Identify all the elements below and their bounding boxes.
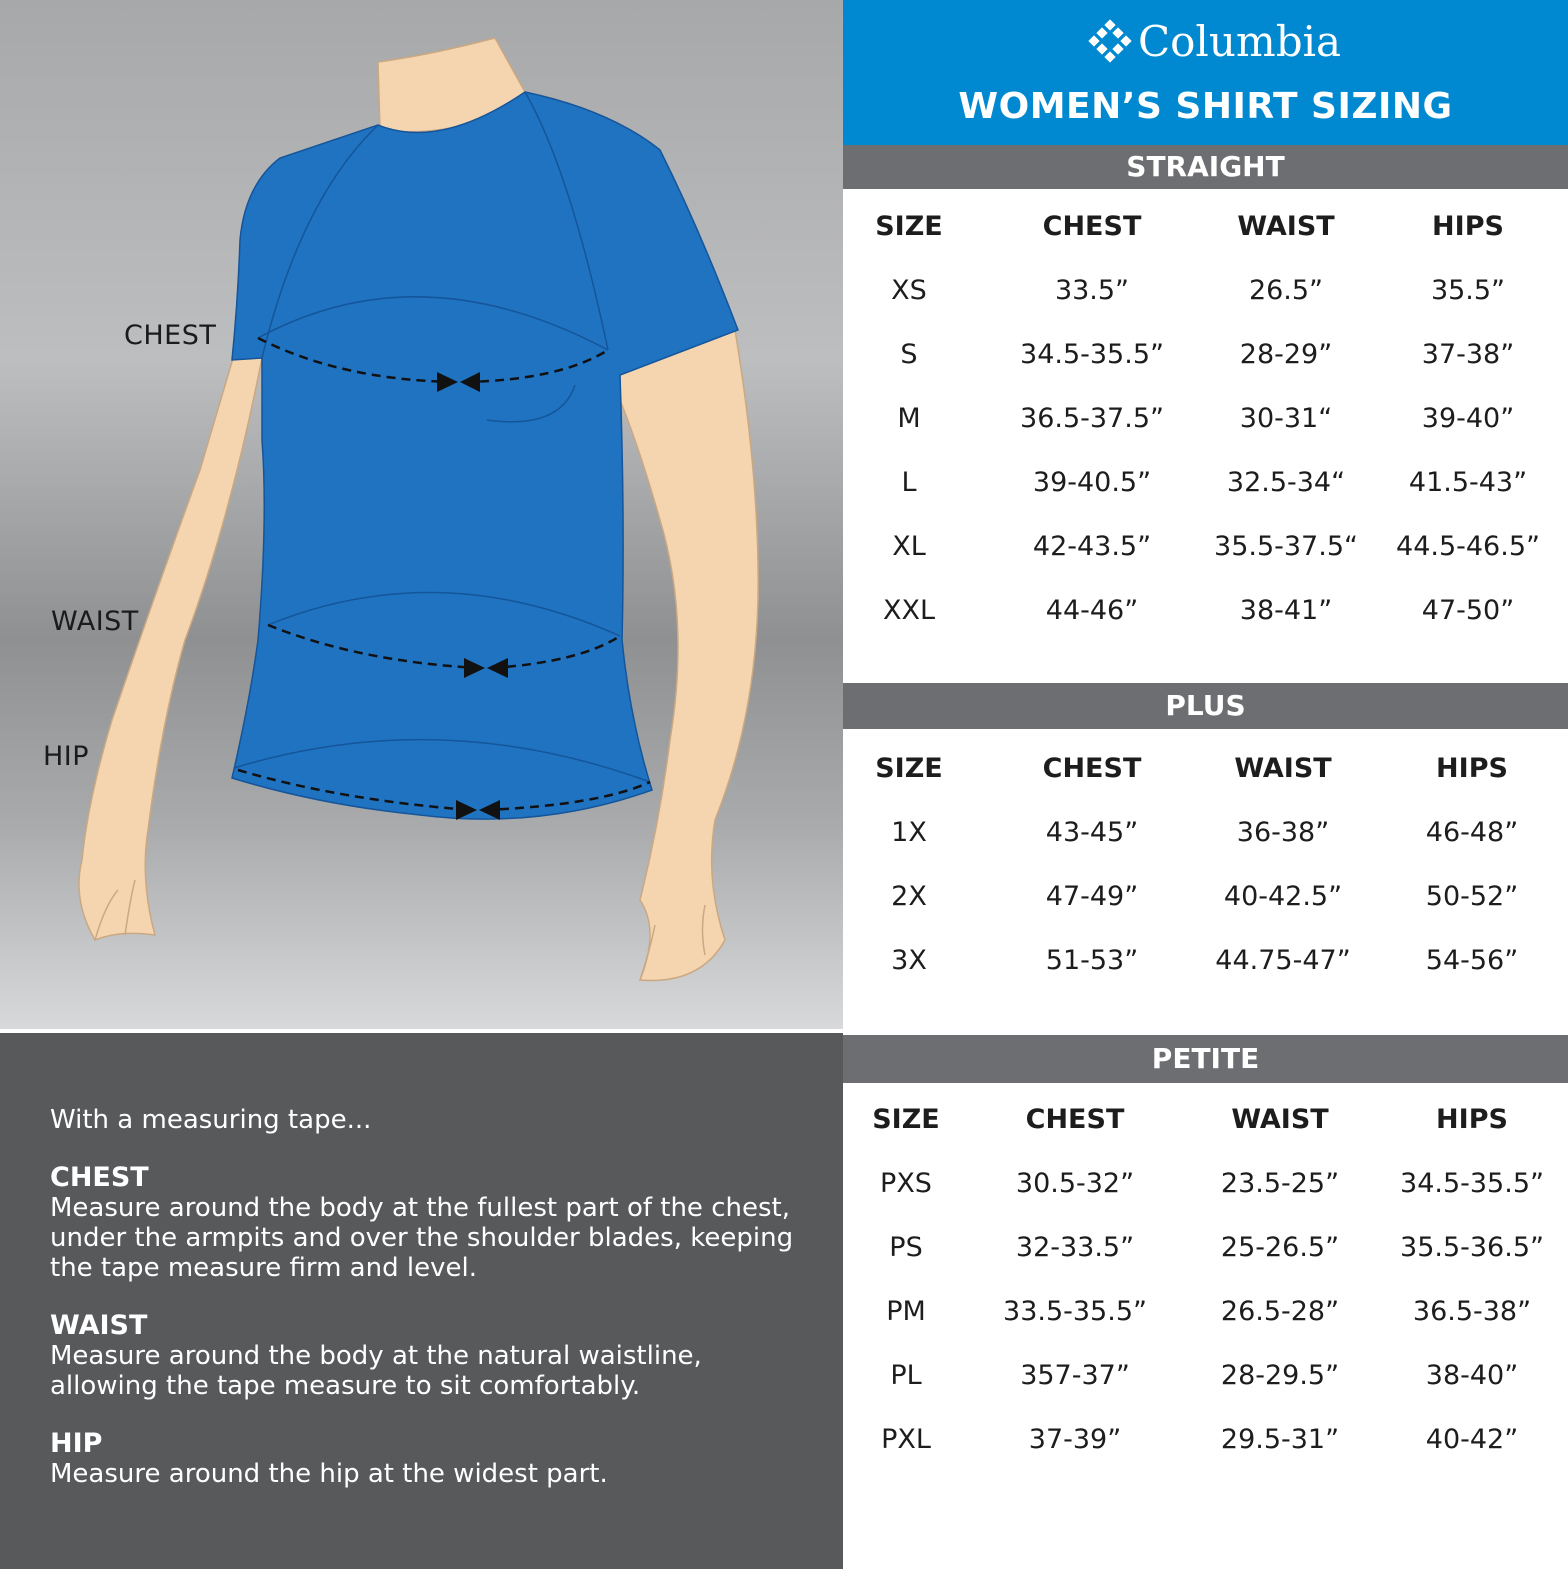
waist-cell: 28-29.5” — [1220, 1360, 1340, 1391]
hip-instructions — [50, 1429, 810, 1489]
table-row — [843, 1228, 1568, 1268]
left-arm-shape — [79, 355, 262, 940]
chest-cell: 36.5-37.5” — [1020, 403, 1164, 434]
hips-cell: 46-48” — [1425, 817, 1519, 848]
chest-cell: 42-43.5” — [1032, 531, 1152, 562]
size-cell: 1X — [891, 817, 927, 848]
table-row — [843, 591, 1568, 631]
table-row — [843, 877, 1568, 917]
hips-cell: 36.5-38” — [1412, 1296, 1532, 1327]
column-header: HIPS — [1432, 211, 1504, 242]
chest-cell: 51-53” — [1045, 945, 1139, 976]
column-header: WAIST — [1234, 753, 1332, 784]
waist-instructions — [50, 1311, 810, 1401]
table-row — [843, 527, 1568, 567]
chest-cell: 39-40.5” — [1032, 467, 1152, 498]
size-cell: 2X — [891, 881, 927, 912]
size-cell: 3X — [891, 945, 927, 976]
hips-cell: 34.5-35.5” — [1400, 1168, 1544, 1199]
chest-cell: 47-49” — [1045, 881, 1139, 912]
column-header: HIPS — [1436, 753, 1508, 784]
table-row — [843, 1292, 1568, 1332]
waist-text: Measure around the body at the natural waistline, allowing the tape measure to sit comfortably. — [50, 1341, 702, 1401]
column-header: WAIST — [1237, 211, 1335, 242]
chest-heading: CHEST — [50, 1162, 149, 1193]
column-header: SIZE — [875, 211, 943, 242]
waist-cell: 29.5-31” — [1220, 1424, 1340, 1455]
hip-text: Measure around the hip at the widest part. — [50, 1459, 608, 1489]
waist-cell: 26.5” — [1248, 275, 1324, 306]
hips-cell: 40-42” — [1425, 1424, 1519, 1455]
size-cell: XS — [891, 275, 927, 306]
waist-cell: 36-38” — [1236, 817, 1330, 848]
size-cell: S — [900, 339, 918, 370]
waist-cell: 32.5-34“ — [1226, 467, 1346, 498]
instructions-panel — [0, 1033, 843, 1569]
plus-section-bar: PLUS — [843, 683, 1568, 729]
table-row — [843, 1420, 1568, 1460]
hip-label: HIP — [43, 741, 90, 772]
table-row — [843, 335, 1568, 375]
waist-cell: 23.5-25” — [1220, 1168, 1340, 1199]
chest-cell: 30.5-32” — [1015, 1168, 1135, 1199]
right-arm-shape — [620, 330, 758, 981]
chest-cell: 43-45” — [1045, 817, 1139, 848]
hips-cell: 39-40” — [1421, 403, 1515, 434]
table-header-row — [843, 1100, 1568, 1140]
column-header: CHEST — [1042, 753, 1142, 784]
column-header: CHEST — [1042, 211, 1142, 242]
hips-cell: 35.5-36.5” — [1400, 1232, 1544, 1263]
column-header: SIZE — [872, 1104, 940, 1135]
waist-cell: 28-29” — [1239, 339, 1333, 370]
chest-cell: 357-37” — [1020, 1360, 1130, 1391]
waist-cell: 35.5-37.5“ — [1214, 531, 1358, 562]
column-header: WAIST — [1231, 1104, 1329, 1135]
column-header: HIPS — [1436, 1104, 1508, 1135]
size-cell: PXL — [881, 1424, 931, 1455]
table-header-row — [843, 207, 1568, 247]
chart-header — [843, 0, 1568, 145]
hip-heading: HIP — [50, 1428, 103, 1459]
straight-section-bar: STRAIGHT — [843, 145, 1568, 189]
hips-cell: 37-38” — [1421, 339, 1515, 370]
waist-label: WAIST — [51, 606, 139, 637]
columbia-diamond-icon — [1088, 19, 1132, 63]
column-header: CHEST — [1025, 1104, 1125, 1135]
shirt-figure — [0, 0, 843, 1029]
chest-cell: 44-46” — [1045, 595, 1139, 626]
table-row — [843, 941, 1568, 981]
hips-cell: 44.5-46.5” — [1396, 531, 1540, 562]
chest-cell: 32-33.5” — [1015, 1232, 1135, 1263]
hips-cell: 50-52” — [1425, 881, 1519, 912]
page-title: WOMEN’S SHIRT SIZING — [958, 86, 1453, 127]
hips-cell: 35.5” — [1430, 275, 1506, 306]
waist-cell: 26.5-28” — [1220, 1296, 1340, 1327]
hips-cell: 54-56” — [1425, 945, 1519, 976]
table-row — [843, 399, 1568, 439]
size-cell: PL — [890, 1360, 922, 1391]
chest-cell: 33.5” — [1054, 275, 1130, 306]
size-cell: XXL — [882, 595, 936, 626]
brand-logo — [1088, 16, 1341, 66]
chest-cell: 33.5-35.5” — [1003, 1296, 1147, 1327]
chest-label: CHEST — [124, 320, 217, 351]
waist-cell: 44.75-47” — [1215, 945, 1351, 976]
size-cell: PS — [889, 1232, 923, 1263]
size-cell: PXS — [880, 1168, 932, 1199]
size-cell: M — [897, 403, 921, 434]
waist-cell: 40-42.5” — [1223, 881, 1343, 912]
waist-cell: 30-31“ — [1239, 403, 1333, 434]
size-cell: PM — [886, 1296, 926, 1327]
table-row — [843, 463, 1568, 503]
waist-cell: 25-26.5” — [1220, 1232, 1340, 1263]
column-header: SIZE — [875, 753, 943, 784]
brand-name: Columbia — [1138, 16, 1342, 66]
size-cell: L — [901, 467, 917, 498]
table-row — [843, 813, 1568, 853]
waist-heading: WAIST — [50, 1310, 148, 1341]
chest-text: Measure around the body at the fullest part of the chest, under the armpits and over the shoulder blades, keeping the tape measure firm and level. — [50, 1193, 794, 1283]
waist-cell: 38-41” — [1239, 595, 1333, 626]
chest-cell: 37-39” — [1028, 1424, 1122, 1455]
chest-cell: 34.5-35.5” — [1020, 339, 1164, 370]
petite-section-bar: PETITE — [843, 1035, 1568, 1083]
chest-instructions — [50, 1163, 810, 1283]
measurement-illustration — [0, 0, 843, 1029]
table-header-row — [843, 749, 1568, 789]
table-row — [843, 1164, 1568, 1204]
table-row — [843, 271, 1568, 311]
table-row — [843, 1356, 1568, 1396]
size-cell: XL — [892, 531, 926, 562]
instructions-intro: With a measuring tape... — [50, 1105, 372, 1135]
hips-cell: 41.5-43” — [1408, 467, 1528, 498]
hips-cell: 38-40” — [1425, 1360, 1519, 1391]
hips-cell: 47-50” — [1421, 595, 1515, 626]
